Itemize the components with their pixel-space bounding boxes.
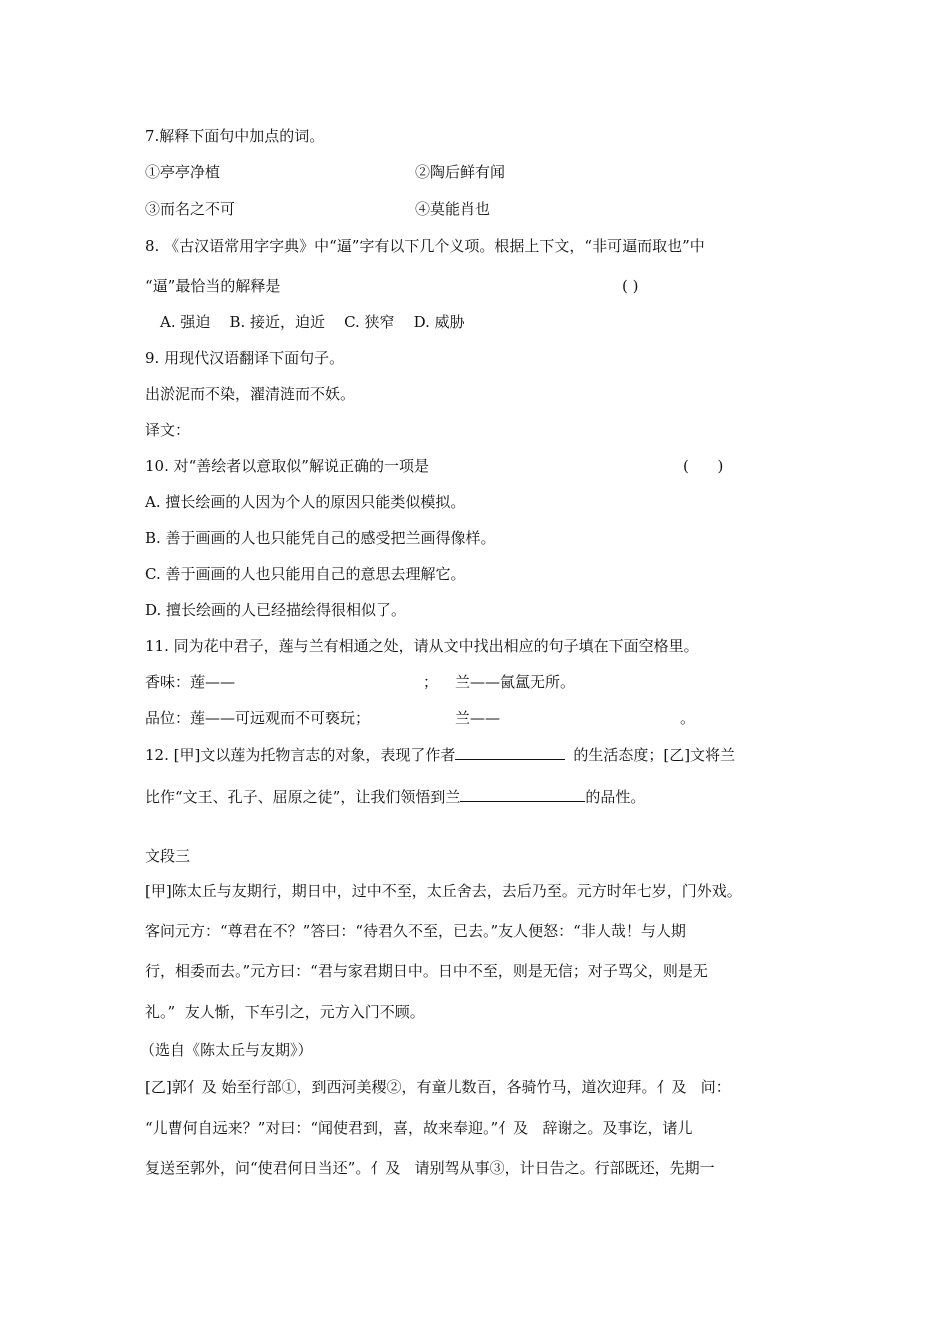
passage-yi-line-1: [乙]郭亻及 始至行部①，到西河美稷②，有童儿数百，各骑竹马，道次迎拜。亻及 问：	[145, 1078, 731, 1096]
q11-row1-separator: ；	[423, 673, 439, 691]
passage-yi-line-2: “儿曹何自远来？”对曰：“闻使君到，喜，故来奉迎。”亻及 辞谢之。及事讫，诸儿	[145, 1119, 693, 1137]
q11-row2-left: 品位：莲——可远观而不可亵玩；	[145, 709, 371, 727]
q12-line1-end: 的生活态度；[乙]文将兰	[573, 746, 736, 764]
q12-blank-2[interactable]	[460, 786, 585, 802]
q7-title: 7.解释下面句中加点的词。	[145, 127, 325, 145]
q8-line-1: 8. 《古汉语常用字字典》中“逼”字有以下几个义项。根据上下文，“非可逼而取也”中	[145, 237, 705, 255]
q12-blank-1[interactable]	[455, 744, 565, 760]
q10-option-a: A. 擅长绘画的人因为个人的原因只能类似模拟。	[145, 493, 466, 511]
q7-item-2: ②陶后鲜有闻	[415, 163, 506, 181]
passage-yi-line-3: 复送至郭外，问“使君何日当还”。亻及 请别驾从事③，计日告之。行部既还，先期一	[145, 1159, 715, 1177]
q11-row2-end: 。	[680, 709, 696, 727]
passage-jia-line-4: 礼。” 友人惭，下车引之，元方入门不顾。	[145, 1003, 425, 1021]
q7-item-1: ①亭亭净植	[145, 163, 221, 181]
q11-row1-left: 香味：莲——	[145, 673, 236, 691]
q11-title: 11. 同为花中君子，莲与兰有相通之处，请从文中找出相应的句子填在下面空格里。	[145, 637, 699, 655]
q12-line1-start: 12. [甲]文以莲为托物言志的对象，表现了作者	[145, 746, 456, 764]
q12-line-2	[145, 786, 645, 807]
q12-line2-end: 的品性。	[585, 788, 646, 806]
q7-item-3: ③而名之不可	[145, 200, 236, 218]
passage-jia-line-3: 行，相委而去。”元方曰：“君与家君期日中。日中不至，则是无信；对子骂父，则是无	[145, 962, 708, 980]
q10-option-b: B. 善于画画的人也只能凭自己的感受把兰画得像样。	[145, 529, 496, 547]
passage-jia-line-1: [甲]陈太丘与友期行，期日中，过中不至，太丘舍去，去后乃至。元方时年七岁，门外戏。	[145, 882, 742, 900]
q8-options: A. 强迫 B. 接近，迫近 C. 狭窄 D. 威胁	[160, 313, 465, 331]
q7-item-4: ④莫能肖也	[415, 200, 491, 218]
q11-row1-right: 兰——氤氲无所。	[455, 673, 576, 691]
q9-title: 9. 用现代汉语翻译下面句子。	[145, 349, 345, 367]
q11-row2-right: 兰——	[455, 709, 501, 727]
q10-answer-bracket: ( )	[683, 457, 724, 475]
q8-line-2: “逼”最恰当的解释是	[145, 277, 281, 295]
q9-sentence: 出淤泥而不染，濯清涟而不妖。	[145, 385, 356, 403]
q12-line-1	[145, 744, 735, 765]
section3-heading: 文段三	[145, 847, 191, 865]
q12-line2-start: 比作“文王、孔子、屈原之徒”，让我们领悟到兰	[145, 788, 461, 806]
passage-jia-source: （选自《陈太丘与友期》）	[140, 1041, 313, 1059]
q8-answer-bracket: ( )	[622, 277, 639, 295]
q10-title: 10. 对“善绘者以意取似”解说正确的一项是	[145, 457, 429, 475]
q10-option-d: D. 擅长绘画的人已经描绘得很相似了。	[145, 601, 407, 619]
q10-option-c: C. 善于画画的人也只能用自己的意思去理解它。	[145, 565, 466, 583]
passage-jia-line-2: 客问元方：“尊君在不？”答曰：“待君久不至，已去。”友人便怒：“非人哉！与人期	[145, 922, 686, 940]
q9-translation-label: 译文：	[145, 421, 191, 439]
